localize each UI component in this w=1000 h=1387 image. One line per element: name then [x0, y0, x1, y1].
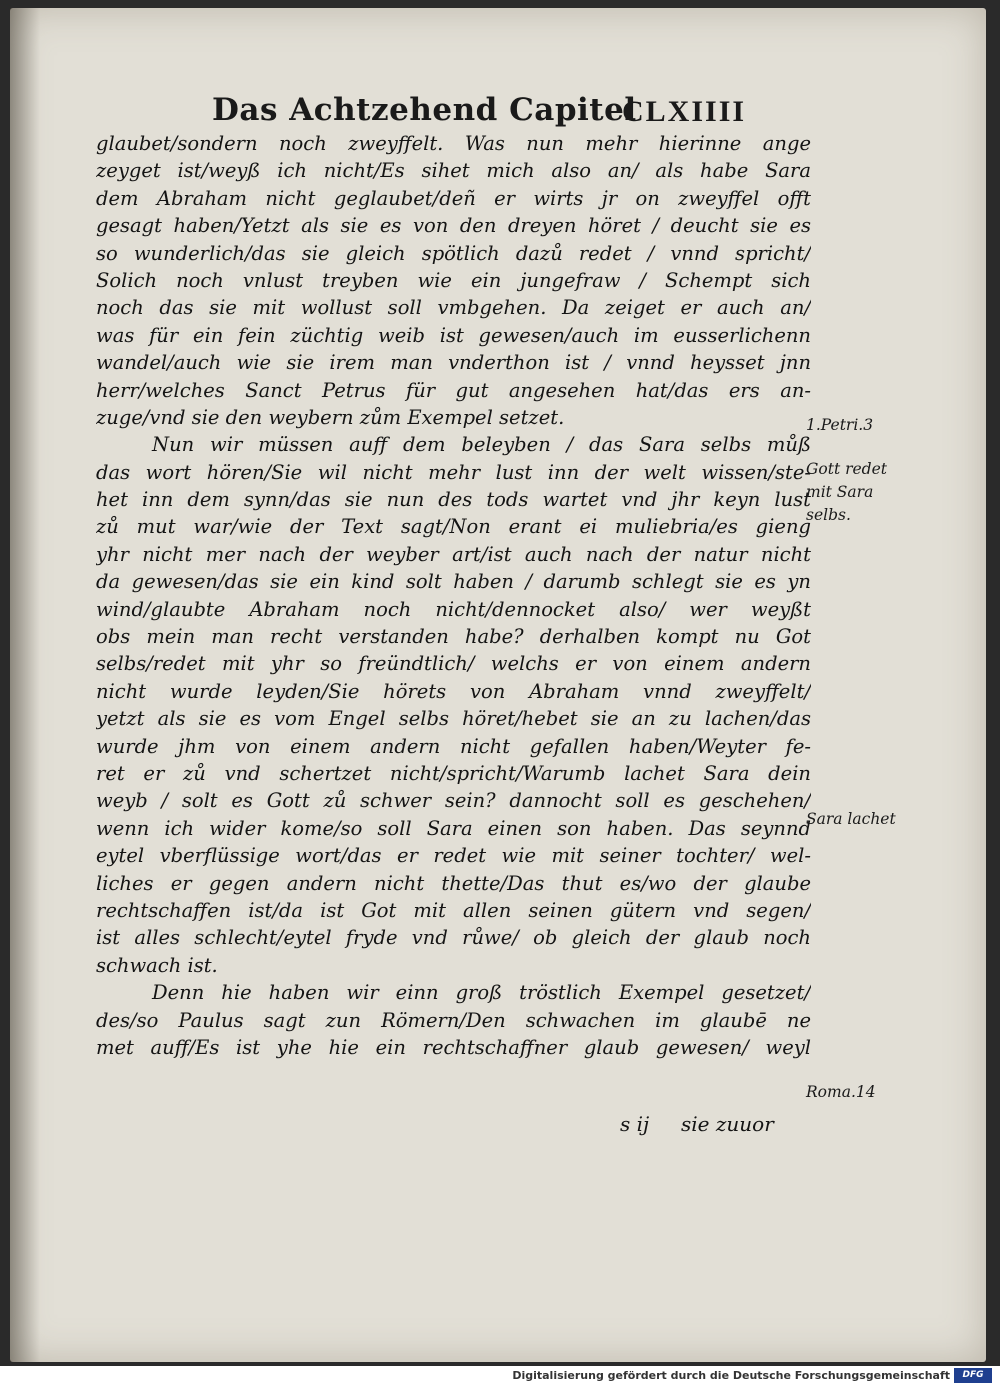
text-line: wenn ich wider kome/so soll Sara einen son haben. Das seynnd [96, 816, 811, 840]
marginal-note-gott-redet: Gott redet mit Sara selbs. [806, 460, 888, 524]
text-line: het inn dem synn/das sie nun des tods wartet vnd jhr keyn lust [96, 488, 811, 512]
funding-credit: Digitalisierung gefördert durch die Deutsche Forschungsgemeinschaft [512, 1369, 950, 1382]
text-line: yhr nicht mer nach der weyber art/ist auch nach der natur nicht [96, 542, 811, 566]
text-line: ist alles schlecht/eytel fryde vnd růwe/ ob gleich der glaub noch [96, 926, 811, 950]
text-line: was für ein fein züchtig weib ist gewesen/auch im eusserlichenn [96, 323, 811, 347]
text-line: Solich noch vnlust treyben wie ein jungefraw / Schempt sich [96, 268, 811, 292]
text-line: zuge/vnd sie den weybern zům Exempel setzet. [96, 405, 565, 429]
text-line: dem Abraham nicht geglaubet/deñ er wirts jr on zweyffel offt [96, 186, 811, 210]
text-line: Nun wir müssen auff dem beleyben / das Sara selbs můß [152, 433, 811, 457]
text-line: eytel vberflüssige wort/das er redet wie mit seiner tochter/ wel- [96, 844, 811, 868]
text-line: wind/glaubte Abraham noch nicht/dennocket also/ wer weyßt [96, 597, 811, 621]
text-line: glaubet/sondern noch zweyffelt. Was nun mehr hierinne ange [96, 132, 811, 155]
text-line: schwach ist. [96, 953, 218, 977]
text-line: zeyget ist/weyß ich nicht/Es sihet mich also an/ als habe Sara [96, 159, 811, 183]
text-line: met auff/Es ist yhe hie ein rechtschaffner glaub gewesen/ weyl [96, 1035, 811, 1059]
folio-number: CLXIIII [622, 95, 747, 128]
text-line: liches er gegen andern nicht thette/Das thut es/wo der glaube [96, 871, 811, 895]
text-line: so wunderlich/das sie gleich spötlich dazů redet / vnnd spricht/ [96, 241, 811, 265]
text-line: Denn hie haben wir einn groß tröstlich Exempel gesetzet/ [152, 981, 811, 1005]
running-title: Das Achtzehend Capitel [212, 92, 637, 128]
text-line: wurde jhm von einem andern nicht gefallen haben/Weyter fe- [96, 734, 811, 758]
text-line: yetzt als sie es vom Engel selbs höret/hebet sie an zu lachen/das [96, 707, 811, 731]
text-line: wandel/auch wie sie irem man vnderthon ist / vnnd heysset jnn [96, 351, 811, 375]
text-line: noch das sie mit wollust soll vmbgehen. Da zeiget er auch an/ [96, 296, 811, 320]
spine-shadow [10, 8, 40, 1362]
text-line: das wort hören/Sie wil nicht mehr lust inn der welt wissen/ste- [96, 460, 811, 484]
signature-catchword: s ij sie zuuor [620, 1112, 774, 1136]
text-line: zů mut war/wie der Text sagt/Non erant ei muliebria/es gieng [96, 515, 811, 539]
text-line: des/so Paulus sagt zun Römern/Den schwachen im glaubē ne [96, 1008, 811, 1032]
text-line: da gewesen/das sie ein kind solt haben / darumb schlegt sie es yn [96, 570, 811, 594]
body-text [96, 130, 811, 1061]
text-line: gesagt haben/Yetzt als sie es von den dreyen höret / deucht sie es [96, 214, 811, 238]
marginal-note-sara-lachet: Sara lachet [806, 810, 896, 828]
text-line: obs mein man recht verstanden habe? derhalben kompt nu Got [96, 625, 811, 649]
marginal-note-petri: 1.Petri.3 [806, 416, 874, 434]
marginal-note-roma: Roma.14 [806, 1083, 876, 1101]
text-line: nicht wurde leyden/Sie hörets von Abraham vnnd zweyffelt/ [96, 679, 811, 703]
text-line: herr/welches Sanct Petrus für gut angesehen hat/das ers an- [96, 378, 811, 402]
text-line: selbs/redet mit yhr so freündtlich/ welchs er von einem andern [96, 652, 811, 676]
text-line: rechtschaffen ist/da ist Got mit allen seinen gütern vnd segen/ [96, 898, 811, 922]
text-line: ret er zů vnd schertzet nicht/spricht/Warumb lachet Sara dein [96, 761, 811, 785]
footer-bar [0, 1366, 1000, 1387]
dfg-logo-icon: DFG [954, 1368, 992, 1383]
text-line: weyb / solt es Gott zů schwer sein? dannocht soll es geschehen/ [96, 789, 811, 813]
